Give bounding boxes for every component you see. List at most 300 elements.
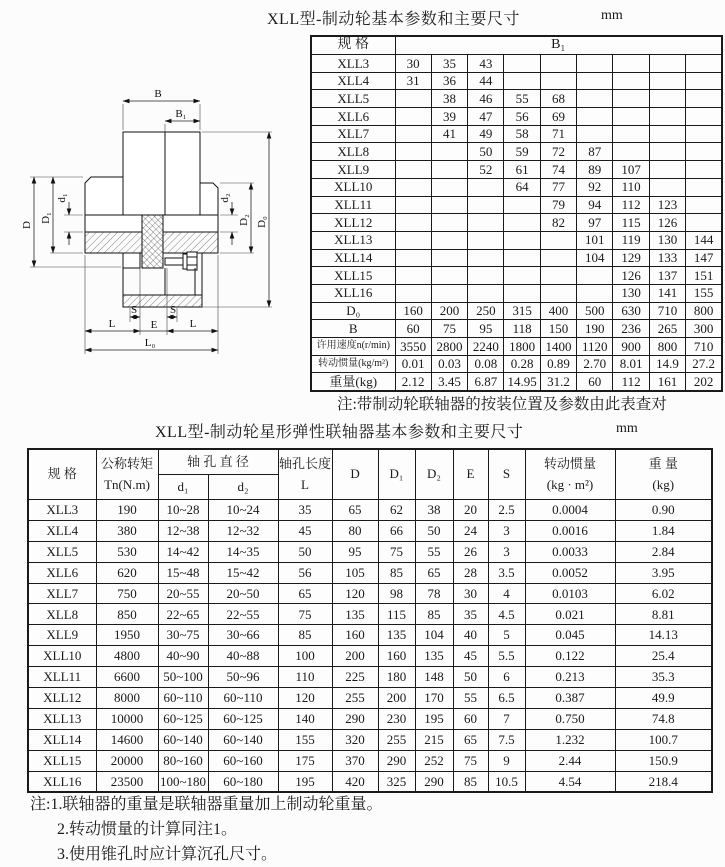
dim-label-L0: L₀	[144, 337, 156, 349]
value-cell: 98	[378, 583, 415, 604]
row-label-cell: XLL10	[311, 178, 395, 196]
value-cell: 1.232	[525, 729, 615, 750]
value-cell: 0.750	[525, 708, 615, 729]
value-cell: 110	[278, 667, 332, 688]
table2-d2-header: d₂	[208, 475, 278, 500]
value-cell: 112	[613, 373, 649, 391]
value-cell: 58	[504, 125, 540, 143]
value-cell: 15~48	[158, 562, 208, 583]
value-cell: 0.28	[504, 355, 540, 373]
value-cell: 30	[395, 55, 431, 73]
value-cell: 75	[453, 750, 488, 771]
value-cell: 50	[453, 667, 488, 688]
value-cell: 0.0016	[525, 520, 615, 541]
value-cell	[540, 231, 576, 249]
brake-wheel-table	[310, 35, 723, 392]
value-cell	[540, 267, 576, 285]
table-row	[311, 214, 722, 232]
value-cell	[649, 125, 685, 143]
table-row	[311, 267, 722, 285]
value-cell: 300	[686, 320, 722, 338]
value-cell: 215	[415, 729, 453, 750]
value-cell: 50~96	[208, 667, 278, 688]
value-cell	[395, 143, 431, 161]
dim-B1	[165, 108, 200, 121]
table-row	[28, 562, 712, 583]
value-cell: 175	[278, 750, 332, 771]
value-cell	[540, 72, 576, 90]
value-cell: 50~100	[158, 667, 208, 688]
table2-header-row1	[28, 449, 712, 475]
value-cell: 150	[540, 320, 576, 338]
value-cell: 35	[431, 55, 467, 73]
value-cell: 0.0033	[525, 541, 615, 562]
value-cell	[649, 161, 685, 179]
value-cell: 148	[415, 667, 453, 688]
table-row	[311, 90, 722, 108]
value-cell: 135	[378, 625, 415, 646]
value-cell	[613, 55, 649, 73]
dim-L0	[85, 337, 218, 350]
value-cell: 22~65	[158, 604, 208, 625]
row-label-cell: D₀	[311, 302, 395, 320]
table-row	[28, 688, 712, 709]
value-cell: 290	[378, 750, 415, 771]
table-row	[311, 338, 722, 356]
value-cell: 68	[540, 90, 576, 108]
row-label-cell: XLL15	[311, 267, 395, 285]
row-label-cell: XLL4	[311, 72, 395, 90]
right-hub	[200, 183, 218, 215]
value-cell: 190	[96, 500, 158, 521]
value-cell: 49	[468, 125, 504, 143]
row-label-cell: XLL9	[311, 161, 395, 179]
dim-label-D0: D₀	[256, 216, 268, 228]
value-cell: 20~55	[158, 583, 208, 604]
value-cell: 1.84	[615, 520, 712, 541]
value-cell: 250	[468, 302, 504, 320]
value-cell: 1800	[504, 338, 540, 356]
value-cell: 35.3	[615, 667, 712, 688]
value-cell: 60~110	[208, 688, 278, 709]
row-label-cell: XLL13	[311, 231, 395, 249]
value-cell: 38	[415, 500, 453, 521]
value-cell: 170	[415, 688, 453, 709]
table-row	[311, 72, 722, 90]
value-cell	[577, 55, 613, 73]
row-label-cell: XLL4	[28, 520, 96, 541]
dim-D1	[40, 177, 53, 253]
value-cell: 147	[686, 249, 722, 267]
value-cell: 30~66	[208, 625, 278, 646]
value-cell: 160	[332, 625, 378, 646]
left-hub-step	[123, 253, 140, 268]
value-cell	[504, 214, 540, 232]
table2-D1-header: D₁	[378, 449, 415, 500]
value-cell: 97	[577, 214, 613, 232]
table-row	[28, 604, 712, 625]
row-label-cell: XLL3	[311, 55, 395, 73]
value-cell	[649, 90, 685, 108]
table2-weight-header	[615, 449, 712, 500]
value-cell: 55	[504, 90, 540, 108]
inertia-unit: (kg · m²)	[546, 476, 594, 492]
table-row	[311, 108, 722, 126]
value-cell: 50	[468, 143, 504, 161]
table2-unit: mm	[616, 421, 638, 436]
value-cell: 1950	[96, 625, 158, 646]
value-cell: 10.5	[488, 771, 525, 792]
value-cell	[395, 90, 431, 108]
value-cell: 133	[649, 249, 685, 267]
value-cell: 6.02	[615, 583, 712, 604]
value-cell: 2800	[431, 338, 467, 356]
dim-label-D: D	[21, 221, 33, 229]
value-cell	[613, 125, 649, 143]
value-cell	[686, 214, 722, 232]
value-cell: 55	[453, 688, 488, 709]
value-cell: 225	[332, 667, 378, 688]
value-cell	[649, 108, 685, 126]
value-cell	[395, 214, 431, 232]
value-cell: 101	[577, 231, 613, 249]
table1-title: XLL型-制动轮基本参数和主要尺寸	[267, 11, 520, 28]
value-cell	[686, 143, 722, 161]
value-cell: 190	[577, 320, 613, 338]
value-cell: 3.5	[488, 562, 525, 583]
value-cell: 7.5	[488, 729, 525, 750]
value-cell	[613, 143, 649, 161]
table-row	[28, 667, 712, 688]
dim-label-D1: D₁	[40, 212, 52, 224]
coupling-table	[27, 448, 713, 793]
value-cell: 119	[613, 231, 649, 249]
value-cell: 2240	[468, 338, 504, 356]
value-cell: 10~28	[158, 500, 208, 521]
value-cell: 115	[378, 604, 415, 625]
value-cell	[686, 108, 722, 126]
value-cell: 4	[488, 583, 525, 604]
value-cell: 380	[96, 520, 158, 541]
value-cell: 24	[453, 520, 488, 541]
row-label-cell: B	[311, 320, 395, 338]
value-cell	[686, 55, 722, 73]
value-cell: 160	[378, 646, 415, 667]
value-cell: 85	[278, 625, 332, 646]
value-cell: 55	[415, 541, 453, 562]
value-cell	[686, 196, 722, 214]
table-row	[311, 55, 722, 73]
value-cell: 0.045	[525, 625, 615, 646]
value-cell: 200	[378, 688, 415, 709]
value-cell: 4800	[96, 646, 158, 667]
value-cell: 9	[488, 750, 525, 771]
value-cell	[395, 161, 431, 179]
value-cell: 4.54	[525, 771, 615, 792]
dim-label-B: B	[154, 88, 162, 100]
value-cell	[686, 161, 722, 179]
value-cell: 2.12	[395, 373, 431, 391]
row-label-cell: XLL3	[28, 500, 96, 521]
value-cell: 40~88	[208, 646, 278, 667]
value-cell: 39	[431, 108, 467, 126]
value-cell: 40	[453, 625, 488, 646]
value-cell: 195	[415, 708, 453, 729]
row-label-cell: 许用速度n(r/min)	[311, 338, 395, 356]
value-cell: 3.95	[615, 562, 712, 583]
table-row	[28, 583, 712, 604]
value-cell	[504, 267, 540, 285]
value-cell: 89	[577, 161, 613, 179]
value-cell	[577, 72, 613, 90]
value-cell: 0.0103	[525, 583, 615, 604]
value-cell: 50	[415, 520, 453, 541]
table2-spec-header: 规 格	[28, 449, 96, 500]
value-cell: 135	[332, 604, 378, 625]
table-row	[28, 541, 712, 562]
footnote-3: 3.使用锥孔时应计算沉孔尺寸。	[57, 846, 278, 863]
value-cell: 35	[278, 500, 332, 521]
value-cell: 155	[686, 284, 722, 302]
value-cell: 120	[332, 583, 378, 604]
value-cell: 110	[613, 178, 649, 196]
value-cell: 31.2	[540, 373, 576, 391]
value-cell	[395, 284, 431, 302]
value-cell	[395, 178, 431, 196]
value-cell: 92	[577, 178, 613, 196]
value-cell: 0.213	[525, 667, 615, 688]
row-label-cell: XLL16	[311, 284, 395, 302]
value-cell: 28	[453, 562, 488, 583]
table1-unit: mm	[601, 8, 623, 23]
table2-d1-header: d₁	[158, 475, 208, 500]
table-row	[311, 231, 722, 249]
value-cell: 100.7	[615, 729, 712, 750]
dim-label-L-right: L	[189, 318, 197, 330]
value-cell: 65	[415, 562, 453, 583]
value-cell: 144	[686, 231, 722, 249]
value-cell: 3	[488, 541, 525, 562]
value-cell	[431, 231, 467, 249]
value-cell	[577, 284, 613, 302]
value-cell: 100~180	[158, 771, 208, 792]
value-cell: 8000	[96, 688, 158, 709]
value-cell: 500	[577, 302, 613, 320]
value-cell: 620	[96, 562, 158, 583]
row-label-cell: XLL7	[28, 583, 96, 604]
value-cell: 15~42	[208, 562, 278, 583]
value-cell: 107	[613, 161, 649, 179]
value-cell: 22~55	[208, 604, 278, 625]
value-cell	[431, 143, 467, 161]
value-cell: 3550	[395, 338, 431, 356]
value-cell	[504, 55, 540, 73]
value-cell: 4.5	[488, 604, 525, 625]
inertia-label: 转动惯量	[544, 455, 597, 471]
row-label-cell: XLL6	[28, 562, 96, 583]
value-cell	[504, 284, 540, 302]
value-cell	[649, 178, 685, 196]
value-cell: 52	[468, 161, 504, 179]
value-cell: 65	[332, 500, 378, 521]
value-cell: 20000	[96, 750, 158, 771]
value-cell: 6	[488, 667, 525, 688]
value-cell	[431, 161, 467, 179]
value-cell: 0.387	[525, 688, 615, 709]
value-cell: 14.9	[649, 355, 685, 373]
table1-header-row	[311, 36, 722, 55]
table-row	[311, 302, 722, 320]
value-cell: 40~90	[158, 646, 208, 667]
value-cell: 66	[378, 520, 415, 541]
dim-E	[140, 319, 167, 331]
row-label-cell: XLL10	[28, 646, 96, 667]
value-cell: 400	[540, 302, 576, 320]
value-cell: 85	[453, 771, 488, 792]
table-row	[311, 196, 722, 214]
value-cell: 36	[431, 72, 467, 90]
dim-label-D2: D₂	[238, 214, 250, 226]
value-cell: 79	[540, 196, 576, 214]
table-row	[311, 320, 722, 338]
value-cell: 56	[278, 562, 332, 583]
value-cell: 43	[468, 55, 504, 73]
value-cell	[431, 214, 467, 232]
value-cell: 20~50	[208, 583, 278, 604]
value-cell	[468, 284, 504, 302]
value-cell: 6.87	[468, 373, 504, 391]
footnotes	[30, 792, 382, 867]
value-cell: 710	[649, 302, 685, 320]
value-cell: 47	[468, 108, 504, 126]
dim-label-S-right: S	[169, 304, 177, 316]
value-cell: 46	[468, 90, 504, 108]
value-cell: 60~110	[158, 688, 208, 709]
value-cell: 850	[96, 604, 158, 625]
table1-body	[311, 55, 722, 392]
table2-torque-header	[96, 449, 158, 500]
value-cell: 7	[488, 708, 525, 729]
row-label-cell: 重量(kg)	[311, 373, 395, 391]
dim-D	[21, 177, 34, 267]
value-cell: 8.81	[615, 604, 712, 625]
value-cell: 252	[415, 750, 453, 771]
row-label-cell: 转动惯量(kg/m²)	[311, 355, 395, 373]
dim-B	[123, 88, 200, 101]
value-cell: 6600	[96, 667, 158, 688]
row-label-cell: XLL8	[28, 604, 96, 625]
value-cell: 218.4	[615, 771, 712, 792]
value-cell: 31	[395, 72, 431, 90]
value-cell	[577, 108, 613, 126]
value-cell: 130	[613, 284, 649, 302]
value-cell	[431, 196, 467, 214]
value-cell: 60~125	[158, 708, 208, 729]
value-cell: 50	[278, 541, 332, 562]
value-cell: 60	[395, 320, 431, 338]
value-cell: 75	[431, 320, 467, 338]
row-label-cell: XLL15	[28, 750, 96, 771]
value-cell	[613, 72, 649, 90]
value-cell	[431, 178, 467, 196]
table2-D-header: D	[332, 449, 378, 500]
value-cell: 75	[378, 541, 415, 562]
table-row	[311, 143, 722, 161]
value-cell: 0.021	[525, 604, 615, 625]
value-cell	[504, 231, 540, 249]
value-cell: 38	[431, 90, 467, 108]
value-cell: 25.4	[615, 646, 712, 667]
value-cell	[395, 196, 431, 214]
row-label-cell: XLL7	[311, 125, 395, 143]
table2-bore-len-header	[278, 449, 332, 500]
value-cell	[649, 143, 685, 161]
value-cell: 104	[577, 249, 613, 267]
row-label-cell: XLL12	[28, 688, 96, 709]
value-cell: 160	[395, 302, 431, 320]
value-cell: 104	[415, 625, 453, 646]
value-cell: 202	[686, 373, 722, 391]
table2-D2-header: D₂	[415, 449, 453, 500]
value-cell: 64	[504, 178, 540, 196]
coupling-geometry	[85, 132, 218, 307]
value-cell: 30~75	[158, 625, 208, 646]
value-cell: 126	[649, 214, 685, 232]
value-cell: 23500	[96, 771, 158, 792]
value-cell: 530	[96, 541, 158, 562]
value-cell: 60~140	[208, 729, 278, 750]
value-cell: 12~32	[208, 520, 278, 541]
table-row	[28, 625, 712, 646]
value-cell: 800	[686, 302, 722, 320]
value-cell: 75	[278, 604, 332, 625]
value-cell: 69	[540, 108, 576, 126]
value-cell: 60~140	[158, 729, 208, 750]
value-cell	[613, 90, 649, 108]
footnote-1: 注:1.联轴器的重量是联轴器重量加上制动轮重量。	[30, 796, 383, 813]
value-cell: 61	[504, 161, 540, 179]
value-cell: 230	[378, 708, 415, 729]
value-cell: 115	[613, 214, 649, 232]
value-cell: 65	[278, 583, 332, 604]
value-cell: 95	[468, 320, 504, 338]
value-cell: 100	[278, 646, 332, 667]
value-cell: 0.08	[468, 355, 504, 373]
value-cell: 80	[332, 520, 378, 541]
row-label-cell: XLL14	[28, 729, 96, 750]
value-cell: 45	[278, 520, 332, 541]
dim-label-d2: d₂	[219, 193, 231, 203]
value-cell	[431, 267, 467, 285]
value-cell: 137	[649, 267, 685, 285]
dim-label-S-left: S	[130, 304, 138, 316]
table-row	[311, 249, 722, 267]
value-cell: 255	[378, 729, 415, 750]
value-cell: 14~35	[208, 541, 278, 562]
value-cell: 60~180	[208, 771, 278, 792]
value-cell: 62	[378, 500, 415, 521]
brake-drum	[123, 132, 200, 215]
table-row	[311, 284, 722, 302]
value-cell: 325	[378, 771, 415, 792]
value-cell	[431, 249, 467, 267]
row-label-cell: XLL11	[311, 196, 395, 214]
value-cell	[468, 267, 504, 285]
value-cell: 72	[540, 143, 576, 161]
table2-S-header: S	[488, 449, 525, 500]
value-cell: 195	[278, 771, 332, 792]
footnote-2: 2.转动惯量的计算同注1。	[57, 821, 238, 838]
